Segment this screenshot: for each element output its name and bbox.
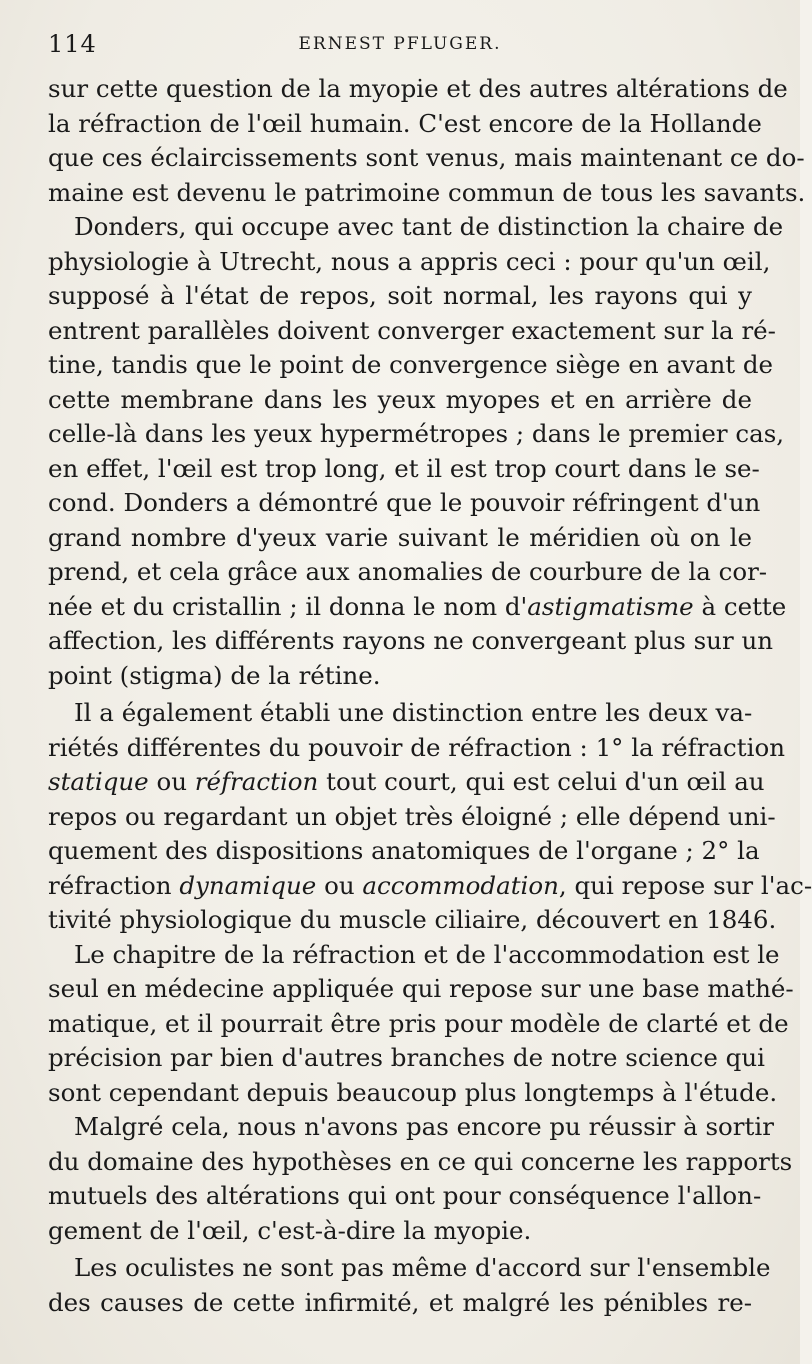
text-line: du domaine des hypothèses en ce qui concerne les rapports	[48, 1146, 793, 1176]
italic-term: statique	[48, 767, 149, 796]
text-span: , qui repose sur l'ac-	[558, 870, 812, 900]
text-line: gement de l'œil, c'est-à-dire la myopie.	[48, 1215, 532, 1245]
text-line: Donders, qui occupe avec tant de distinction la chaire de	[74, 212, 784, 241]
text-line: Malgré cela, nous n'avons pas encore pu réussir à sortir	[74, 1112, 774, 1141]
text-line	[48, 765, 765, 800]
text-line: Les oculistes ne sont pas même d'accord sur l'ensemble	[74, 1253, 771, 1282]
text-span: tout court, qui est celui d'un œil au	[318, 767, 765, 796]
text-line: celle-là dans les yeux hypermétropes ; dans le premier cas,	[48, 419, 785, 448]
text-line: grand nombre d'yeux varie suivant le méridien où on le	[48, 522, 752, 552]
text-span: à cette	[693, 591, 787, 621]
body-text	[48, 72, 812, 1320]
text-line: mutuels des altérations qui ont pour conséquence l'allon-	[48, 1181, 762, 1210]
running-title: ERNEST PFLUGER.	[298, 34, 502, 54]
text-line: point (stigma) de la rétine.	[48, 660, 381, 690]
text-line: en effet, l'œil est trop long, et il est trop court dans le se-	[48, 453, 760, 483]
text-line: matique, et il pourrait être pris pour modèle de clarté et de	[48, 1008, 789, 1038]
text-line: sont cependant depuis beaucoup plus longtemps à l'étude.	[48, 1077, 778, 1107]
text-line: cette membrane dans les yeux myopes et en arrière de	[48, 384, 752, 414]
text-line: Le chapitre de la réfraction et de l'accommodation est le	[74, 939, 780, 969]
page-number: 114	[48, 30, 97, 58]
paragraph	[48, 938, 794, 1111]
text-line	[48, 590, 787, 625]
italic-term: réfraction	[194, 767, 319, 796]
page-header	[48, 30, 752, 62]
text-line: repos ou regardant un objet très éloigné ; elle dépend uni-	[48, 801, 776, 831]
text-span: ou	[148, 767, 195, 796]
text-line: la réfraction de l'œil humain. C'est encore de la Hollande	[48, 108, 762, 138]
text-line: prend, et cela grâce aux anomalies de courbure de la cor-	[48, 557, 768, 586]
text-line	[48, 869, 812, 904]
paragraph	[48, 696, 812, 938]
text-line: Il a également établi une distinction entre les deux va-	[74, 698, 753, 727]
text-line: des causes de cette infirmité, et malgré les pénibles re-	[48, 1287, 752, 1317]
text-line: que ces éclaircissements sont venus, mais maintenant ce do-	[48, 143, 805, 172]
text-line: affection, les différents rayons ne convergeant plus sur un	[48, 626, 774, 655]
text-line: physiologie à Utrecht, nous a appris ceci : pour qu'un œil,	[48, 246, 771, 276]
paragraph	[48, 210, 787, 693]
text-line: cond. Donders a démontré que le pouvoir réfringent d'un	[48, 488, 761, 517]
text-span: ou	[316, 870, 363, 900]
text-line: riétés différentes du pouvoir de réfraction : 1° la réfraction	[48, 732, 785, 762]
paragraph	[48, 72, 806, 210]
text-line: entrent parallèles doivent converger exactement sur la ré-	[48, 315, 776, 345]
text-span: réfraction	[48, 870, 180, 900]
text-line: maine est devenu le patrimoine commun de tous les savants.	[48, 177, 806, 207]
text-line: quement des dispositions anatomiques de l'organe ; 2° la	[48, 836, 760, 865]
paragraph	[48, 1110, 793, 1248]
italic-term: dynamique	[179, 870, 317, 900]
italic-term: astigmatisme	[527, 591, 694, 621]
text-line: sur cette question de la myopie et des autres altérations de	[48, 74, 788, 103]
text-span: née et du cristallin ; il donna le nom d'	[48, 591, 528, 621]
text-line: tivité physiologique du muscle ciliaire, découvert en 1846.	[48, 905, 777, 934]
text-line: tine, tandis que le point de convergence siège en avant de	[48, 350, 774, 379]
text-line: seul en médecine appliquée qui repose sur une base mathé-	[48, 974, 794, 1003]
italic-term: accommodation	[362, 870, 559, 900]
paragraph	[48, 1251, 771, 1320]
text-line: précision par bien d'autres branches de notre science qui	[48, 1043, 765, 1072]
text-line: supposé à l'état de repos, soit normal, les rayons qui y	[48, 281, 752, 310]
